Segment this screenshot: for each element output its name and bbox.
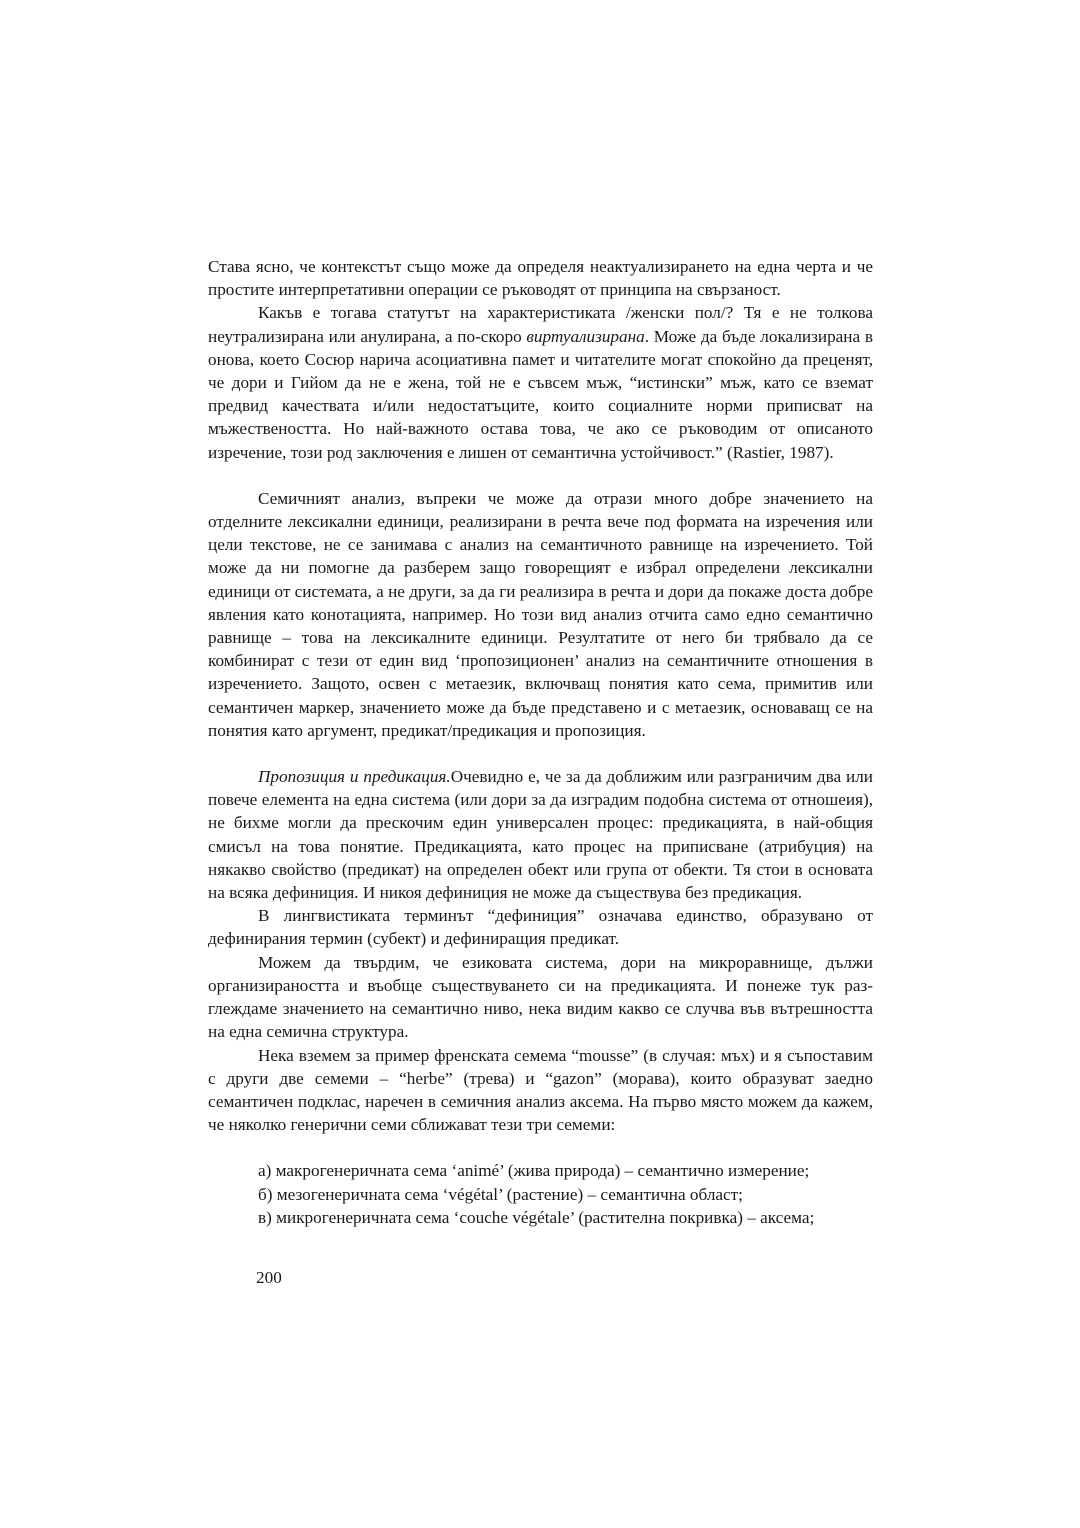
paragraph-spacer <box>208 742 873 765</box>
paragraph-1: Става ясно, че контекстът също може да определя неактуализирането на една черта и че простите интерпретативни операции се ръководят от принципа на свързаност. <box>208 257 873 300</box>
paragraph-6: Можем да твърдим, че езиковата система, дори на микроравнище, дължи организираността и въобще съществуването си на предикацията. И понеже тук разглеждаме значението на семантично ниво, нека видим какво се случва във вътрешността на една семична структура. <box>208 952 873 1042</box>
paragraph-spacer <box>208 1136 873 1159</box>
paragraph-4-text: Очевидно е, че за да доближим или разграничим два или повече елемента на една система (или дори за да изградим подобна система от отношеия), не бихме могли да прескочим един универсален процес: предикацията, в най-общия смисъл на това понятие. Предикацията, като процес на приписване (атрибуция) на някакво свойство (предикат) на определен обект или група от обекти. Тя стои в основата на всяка дефиниция. И никоя дефиниция не може да съществува без предикация. <box>208 767 873 903</box>
paragraph-spacer <box>208 464 873 487</box>
seme-list <box>208 1159 873 1229</box>
page-number: 200 <box>256 1268 282 1287</box>
paragraph-2 <box>208 301 873 463</box>
paragraph-2-text-b: . Може да бъде локализирана в онова, което Сосюр нарича асоциативна памет и читателите могат спокойно да преценят, че дори и Гийом да не е жена, той не е съвсем мъж, “истински” мъж, като се вземат предвид качествата и/или недостатъците, които социалните норми приписват на мъжествеността. Но най-важното остава това, че ако се ръководим от описаното изречение, този род заключения е лишен от семантична устойчивост.” (Rastier, 1987). <box>208 326 873 462</box>
list-item: б) мезогенеричната сема ‘végétal’ (растение) – семантична област; <box>258 1184 743 1204</box>
list-item: в) микрогенеричната сема ‘couche végétale’ (растителна покривка) – аксема; <box>258 1207 815 1227</box>
paragraph-5: В лингвистиката терминът “дефиниция” означава единство, образувано от дефинирания термин (субект) и дефиниращия предикат. <box>208 906 873 949</box>
paragraph-4 <box>208 765 873 904</box>
paragraph-7: Нека вземем за пример френската семема “mousse” (в случая: мъх) и я съпоставим с други две семеми – “herbe” (трева) и “gazon” (морава), които образуват заедно семантичен подклас, наречен в семичния анализ аксема. На първо място можем да кажем, че няколко генерични семи сближават тези три семеми: <box>208 1045 873 1135</box>
paragraph-2-text-a: Какъв е тогава статутът на характеристиката /женски пол/? Тя е не толкова неутрализирана или анулирана, а по-скоро <box>208 303 873 346</box>
page-body <box>208 255 873 1229</box>
section-heading-inline: Пропозиция и предикация. <box>258 767 451 787</box>
list-item: а) макрогенеричната сема ‘animé’ (жива природа) – семантично измерение; <box>258 1161 810 1181</box>
paragraph-3: Семичният анализ, въпреки че може да отрази много добре значението на отделните лексикални единици, реализирани в речта вече под формата на изречения или цели текстове, не се занимава с анализ на семантичното равнище на изречението. Той може да ни помогне да разберем защо говорещият е избрал определени лексикални единици от системата, а не други, за да ги реализира в речта и дори да покаже доста добре явления като конотацията, например. Но този вид анализ отчита само едно семантично равнище – това на лексикалните единици. Резултатите от него би трябвало да се комбинират с тези от един вид ‘пропозиционен’ анализ на семантичните отношения в изречението. Защото, освен с метаезик, включващ понятия като сема, примитив или семантичен маркер, значението може да бъде представено и с метаезик, основаващ се на понятия като аргумент, предикат/предикация и пропозиция. <box>208 488 873 740</box>
paragraph-2-emphasis: виртуализирана <box>526 326 645 346</box>
